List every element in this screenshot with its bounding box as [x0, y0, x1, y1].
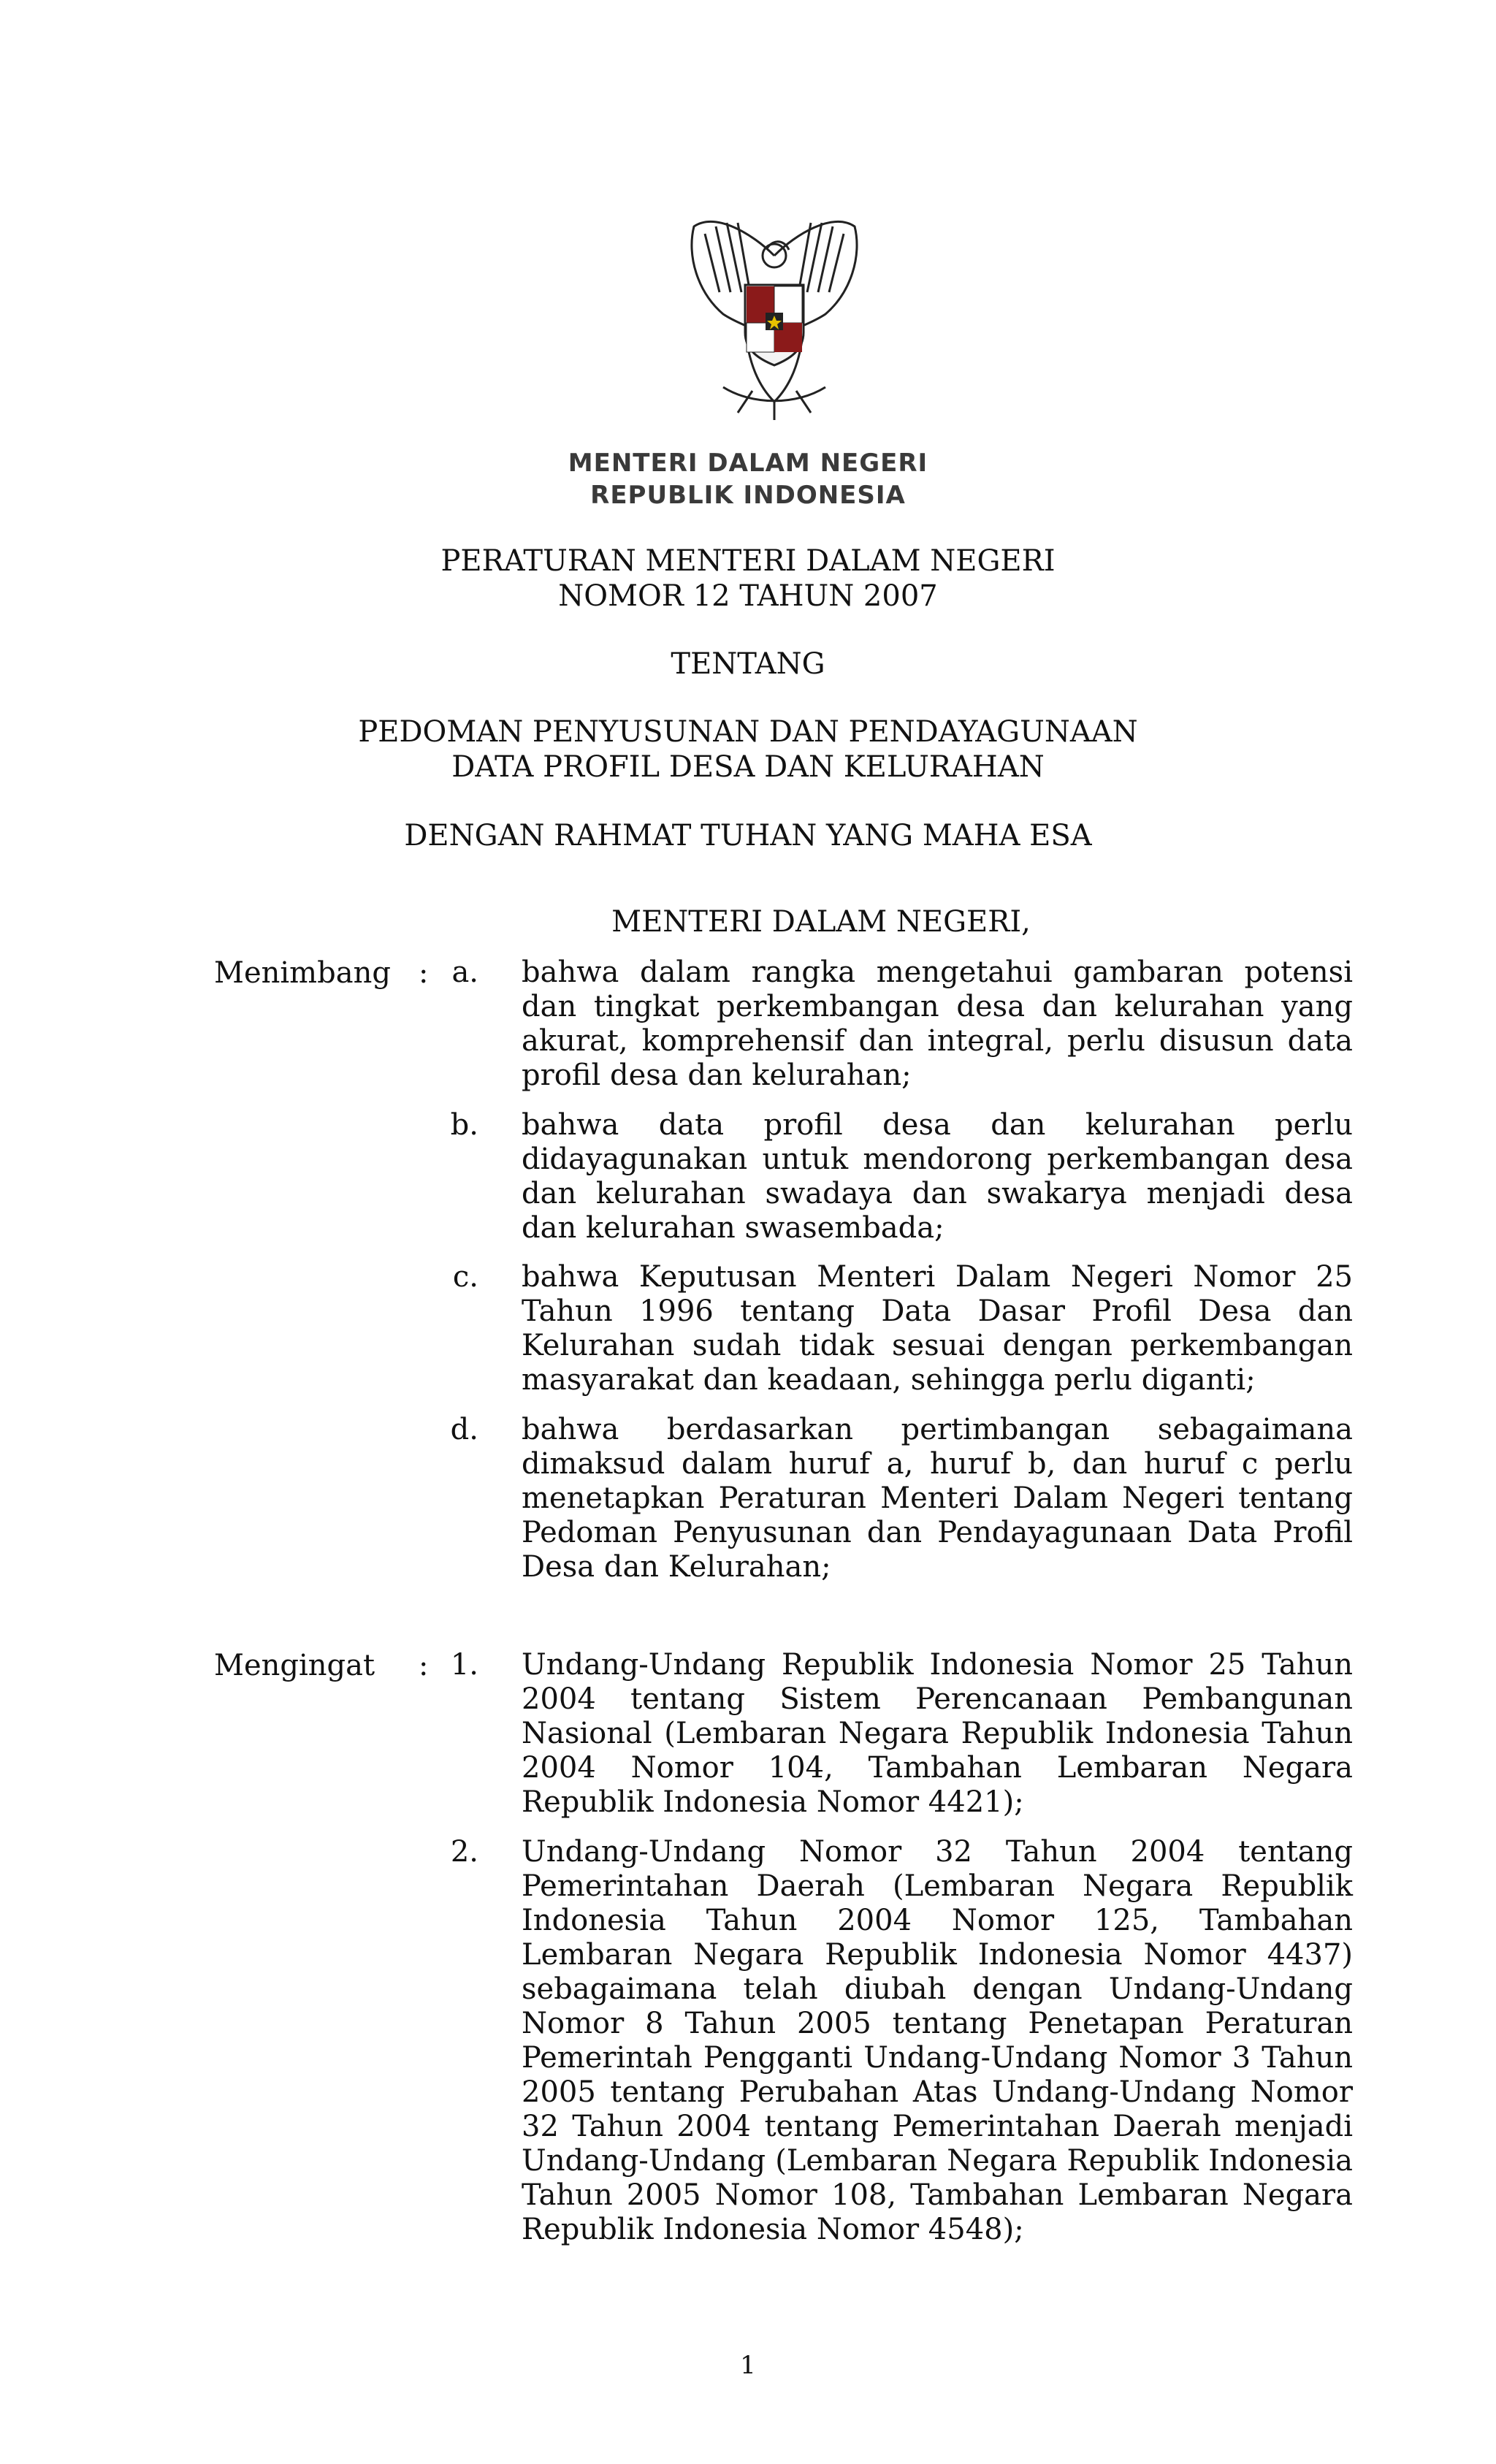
clause-text: bahwa berdasarkan pertimbangan sebagaimana dimaksud dalam huruf a, huruf b, dan huruf c perlu menetapkan Peraturan Menteri Dalam Negeri tentang Pedoman Penyusunan dan Pendayagunaan Data Profil Desa dan Kelurahan;: [522, 1413, 1353, 1584]
menimbang-label: Menimbang: [214, 956, 391, 990]
clause-text: bahwa Keputusan Menteri Dalam Negeri Nomor 25 Tahun 1996 tentang Data Dasar Profil Desa dan Kelurahan sudah tidak sesuai dengan perkembangan masyarakat dan keadaan, sehingga perlu diganti;: [522, 1260, 1353, 1397]
clause-marker: 2.: [450, 1835, 478, 1869]
subject-line-2: DATA PROFIL DESA DAN KELURAHAN: [451, 750, 1045, 784]
ministry-country-line: REPUBLIK INDONESIA: [590, 481, 906, 510]
menimbang-colon: :: [419, 956, 429, 990]
mengingat-colon: :: [419, 1649, 429, 1682]
clause-text: bahwa data profil desa dan kelurahan perlu didayagunakan untuk mendorong perkembangan desa dan kelurahan swadaya dan swakarya menjadi desa dan kelurahan swasembada;: [522, 1108, 1353, 1245]
regulation-title: PERATURAN MENTERI DALAM NEGERI: [440, 544, 1056, 578]
clause-marker: d.: [450, 1413, 478, 1446]
issuer-line: MENTERI DALAM NEGERI,: [611, 905, 1031, 939]
clause-text: bahwa dalam rangka mengetahui gambaran potensi dan tingkat perkembangan desa dan kelurahan yang akurat, komprehensif dan integral, perlu disusun data profil desa dan kelurahan;: [522, 956, 1353, 1092]
clause-text: Undang-Undang Nomor 32 Tahun 2004 tentang Pemerintahan Daerah (Lembaran Negara Republik Indonesia Tahun 2004 Nomor 125, Tambahan Lembaran Negara Republik Indonesia Nomor 4437) sebagaimana telah diubah dengan Undang-Undang Nomor 8 Tahun 2005 tentang Penetapan Peraturan Pemerintah Pengganti Undang-Undang Nomor 3 Tahun 2005 tentang Perubahan Atas Undang-Undang Nomor 32 Tahun 2004 tentang Pemerintahan Daerah menjadi Undang-Undang (Lembaran Negara Republik Indonesia Tahun 2005 Nomor 108, Tambahan Lembaran Negara Republik Indonesia Nomor 4548);: [522, 1835, 1353, 2246]
clause-text: Undang-Undang Republik Indonesia Nomor 25 Tahun 2004 tentang Sistem Perencanaan Pembangunan Nasional (Lembaran Negara Republik Indonesia Tahun 2004 Nomor 104, Tambahan Lembaran Negara Republik Indonesia Nomor 4421);: [522, 1648, 1353, 1819]
mengingat-label: Mengingat: [214, 1649, 375, 1682]
regulation-number: NOMOR 12 TAHUN 2007: [558, 579, 938, 613]
blessing-line: DENGAN RAHMAT TUHAN YANG MAHA ESA: [404, 819, 1092, 853]
clause-marker: 1.: [450, 1648, 478, 1682]
clause-marker: b.: [450, 1108, 478, 1142]
subject-line-1: PEDOMAN PENYUSUNAN DAN PENDAYAGUNAAN: [358, 715, 1138, 749]
page-number: 1: [740, 2351, 756, 2380]
ministry-office-line: MENTERI DALAM NEGERI: [568, 449, 928, 478]
clause-marker: c.: [452, 1260, 478, 1294]
clause-marker: a.: [451, 956, 478, 989]
about-heading: TENTANG: [671, 647, 825, 681]
garuda-pancasila-emblem-icon: [665, 205, 884, 424]
